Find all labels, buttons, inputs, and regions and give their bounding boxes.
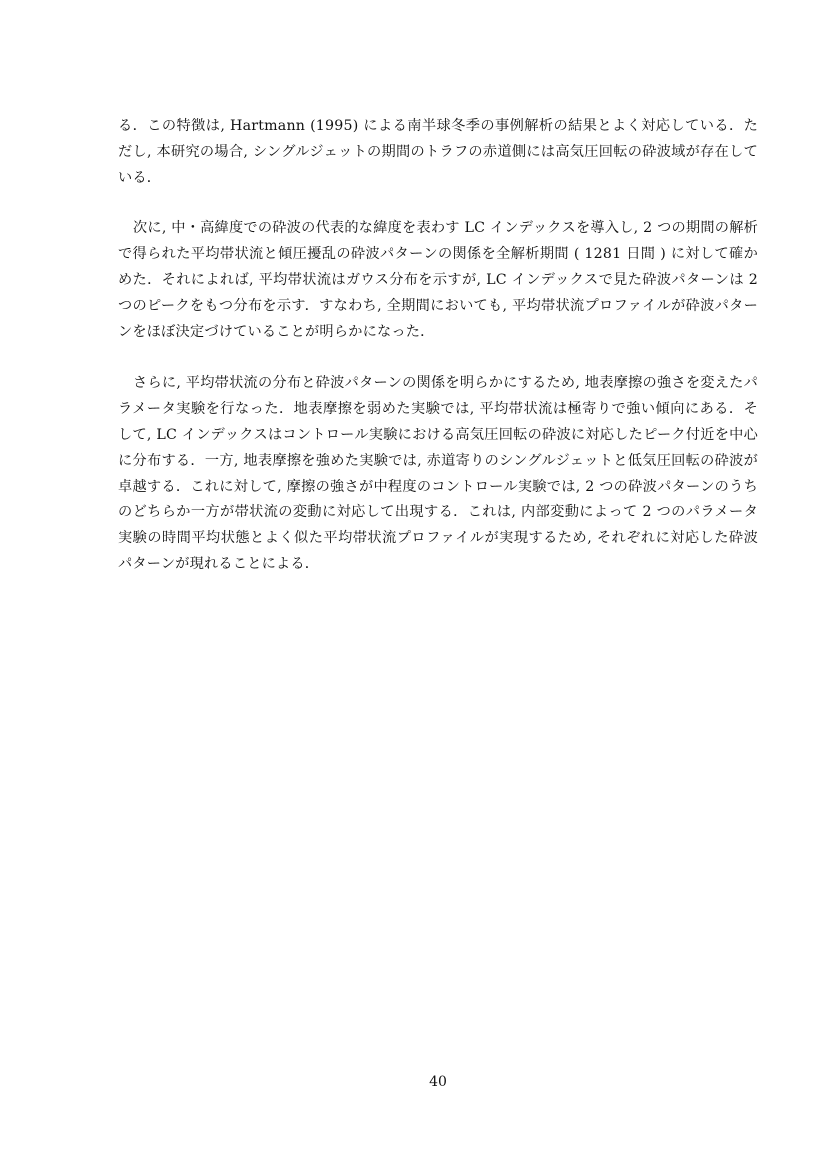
- paragraph-2: 次に, 中・高緯度での砕波の代表的な緯度を表わす LC インデックスを導入し, 2 つの期間の解析で得られた平均帯状流と傾圧擾乱の砕波パターンの関係を全解析期間 ( 1281 日間 ) に対して確かめた．それによれば, 平均帯状流はガウス分布を示すが, LC インデックスで見た砕波パターンは 2 つのピークをもつ分布を示す．すなわち, 全期間においても, 平均帯状流プロファイルが砕波パターンをほぼ決定づけていることが明らかになった．: [118, 220, 758, 340]
- paragraph-3: さらに, 平均帯状流の分布と砕波パターンの関係を明らかにするため, 地表摩擦の強さを変えたパラメータ実験を行なった．地表摩擦を弱めた実験では, 平均帯状流は極寄りで強い傾向にある．そして, LC インデックスはコントロール実験における高気圧回転の砕波に対応したピーク付近を中心に分布する．一方, 地表摩擦を強めた実験では, 赤道寄りのシングルジェットと低気圧回転の砕波が卓越する．これに対して, 摩擦の強さが中程度のコントロール実験では, 2 つの砕波パターンのうちのどちらか一方が帯状流の変動に対応して出現する．これは, 内部変動によって 2 つのパラメータ実験の時間平均状態とよく似た平均帯状流プロファイルが実現するため, それぞれに対応した砕波パターンが現れることによる．: [118, 375, 758, 572]
- page-number: 40: [429, 1074, 447, 1090]
- paragraph-1: る．この特徴は, Hartmann (1995) による南半球冬季の事例解析の結果とよく対応している．ただし, 本研究の場合, シングルジェットの期間のトラフの赤道側には高気圧回転の砕波域が存在している．: [118, 118, 758, 186]
- body-text: [118, 114, 758, 578]
